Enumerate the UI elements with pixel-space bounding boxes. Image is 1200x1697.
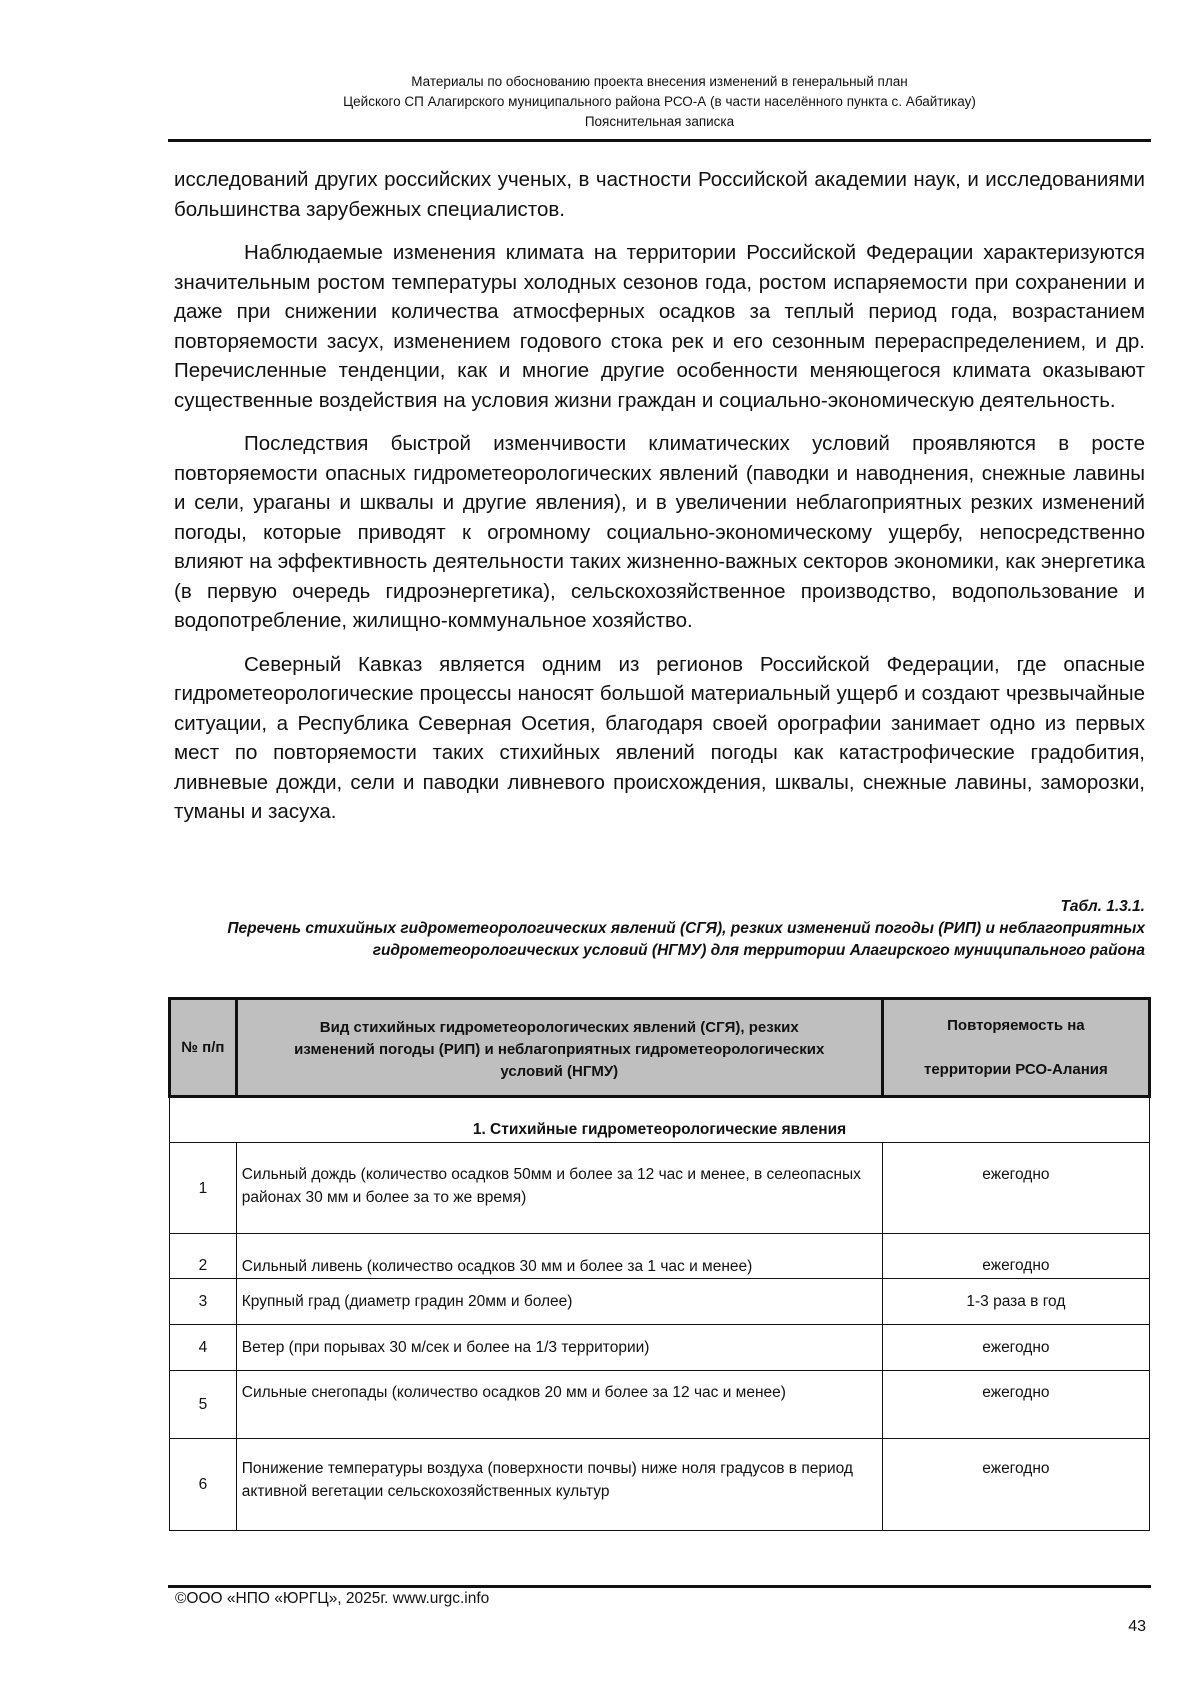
table-row	[170, 1371, 1150, 1439]
paragraph-1: исследований других российских ученых, в частности Российской академии наук, и исследованиями большинства зарубежных специалистов.	[174, 168, 1145, 221]
table-row	[170, 1279, 1150, 1325]
row-number: 5	[170, 1371, 237, 1439]
row-frequency: ежегодно	[882, 1234, 1149, 1279]
table-row	[170, 1143, 1150, 1234]
col-header-num: № п/п	[170, 999, 237, 1097]
row-frequency: ежегодно	[882, 1143, 1149, 1234]
paragraph-2: Наблюдаемые изменения климата на территории Российской Федерации характеризуются значительным ростом температуры холодных сезонов года, ростом испаряемости при сохранении и даже при снижении количества атмосферных осадков за теплый период года, возрастанием повторяемости засух, изменением годового стока рек и его сезонным перераспределением, и др. Перечисленные тенденции, как и многие другие особенности меняющегося климата оказывают существенные воздействия на условия жизни граждан и социально-экономическую деятельность.	[174, 241, 1145, 412]
table-caption	[170, 896, 1145, 962]
row-description: Сильные снегопады (количество осадков 20 мм и более за 12 час и менее)	[236, 1371, 882, 1439]
row-description: Сильный ливень (количество осадков 30 мм и более за 1 час и менее)	[236, 1234, 882, 1279]
row-number: 1	[170, 1143, 237, 1234]
page-header	[168, 72, 1151, 132]
section-row	[170, 1097, 1150, 1143]
row-description: Ветер (при порывах 30 м/сек и более на 1/3 территории)	[236, 1325, 882, 1371]
row-description: Крупный град (диаметр градин 20мм и более)	[236, 1279, 882, 1325]
footer-copyright: ©ООО «НПО «ЮРГЦ», 2025г. www.urgc.info	[175, 1590, 490, 1607]
page-number: 43	[1128, 1618, 1146, 1635]
row-description: Сильный дождь (количество осадков 50мм и более за 12 час и менее, в селеопасных районах 30 мм и более за то же время)	[236, 1143, 882, 1234]
row-frequency: ежегодно	[882, 1439, 1149, 1531]
table-row	[170, 1325, 1150, 1371]
col-header-frequency	[882, 999, 1149, 1097]
section-title: 1. Стихийные гидрометеорологические явления	[170, 1097, 1150, 1143]
header-line-2: Цейского СП Алагирского муниципального района РСО-А (в части населённого пункта с. Абайтикау)	[343, 94, 976, 109]
col-header-frequency-line2: территории РСО-Алания	[923, 1060, 1108, 1078]
table-title: Перечень стихийных гидрометеорологических явлений (СГЯ), резких изменений погоды (РИП) и неблагоприятных гидрометеорологических условий (НГМУ) для территории Алагирского муниципального района	[227, 920, 1145, 959]
col-header-type: Вид стихийных гидрометеорологических явлений (СГЯ), резких изменений погоды (РИП) и неблагоприятных гидрометеорологических условий (НГМУ)	[236, 999, 882, 1097]
row-number: 3	[170, 1279, 237, 1325]
paragraph-4: Северный Кавказ является одним из регионов Российской Федерации, где опасные гидрометеорологические процессы наносят большой материальный ущерб и создают чрезвычайные ситуации, а Республика Северная Осетия, благодаря своей орографии занимает одно из первых мест по повторяемости таких стихийных явлений погоды как катастрофические градобития, ливневые дожди, сели и паводки ливневого происхождения, шквалы, снежные лавины, заморозки, туманы и засуха.	[174, 652, 1145, 823]
row-number: 2	[170, 1234, 237, 1279]
col-header-frequency-line1: Повторяемость на	[947, 1016, 1085, 1034]
table-label: Табл. 1.3.1.	[1060, 898, 1145, 915]
row-number: 6	[170, 1439, 237, 1531]
header-divider	[168, 139, 1151, 142]
row-description: Понижение температуры воздуха (поверхности почвы) ниже ноля градусов в период активной вегетации сельскохозяйственных культур	[236, 1439, 882, 1531]
hazards-table	[168, 997, 1151, 1531]
table-row	[170, 1439, 1150, 1531]
table-row	[170, 1234, 1150, 1279]
body-text	[174, 165, 1145, 841]
row-number: 4	[170, 1325, 237, 1371]
row-frequency: 1-3 раза в год	[882, 1279, 1149, 1325]
header-line-3: Пояснительная записка	[584, 114, 735, 129]
header-line-1: Материалы по обоснованию проекта внесения изменений в генеральный план	[411, 74, 908, 89]
paragraph-3: Последствия быстрой изменчивости климатических условий проявляются в росте повторяемости опасных гидрометеорологических явлений (паводки и наводнения, снежные лавины и сели, ураганы и шквалы и другие явления), и в увеличении неблагоприятных резких изменений погоды, которые приводят к огромному социально-экономическому ущербу, непосредственно влияют на эффективность деятельности таких жизненно-важных секторов экономики, как энергетика (в первую очередь гидроэнергетика), сельскохозяйственное производство, водопользование и водопотребление, жилищно-коммунальное хозяйство.	[174, 432, 1145, 632]
row-frequency: ежегодно	[882, 1371, 1149, 1439]
row-frequency: ежегодно	[882, 1325, 1149, 1371]
